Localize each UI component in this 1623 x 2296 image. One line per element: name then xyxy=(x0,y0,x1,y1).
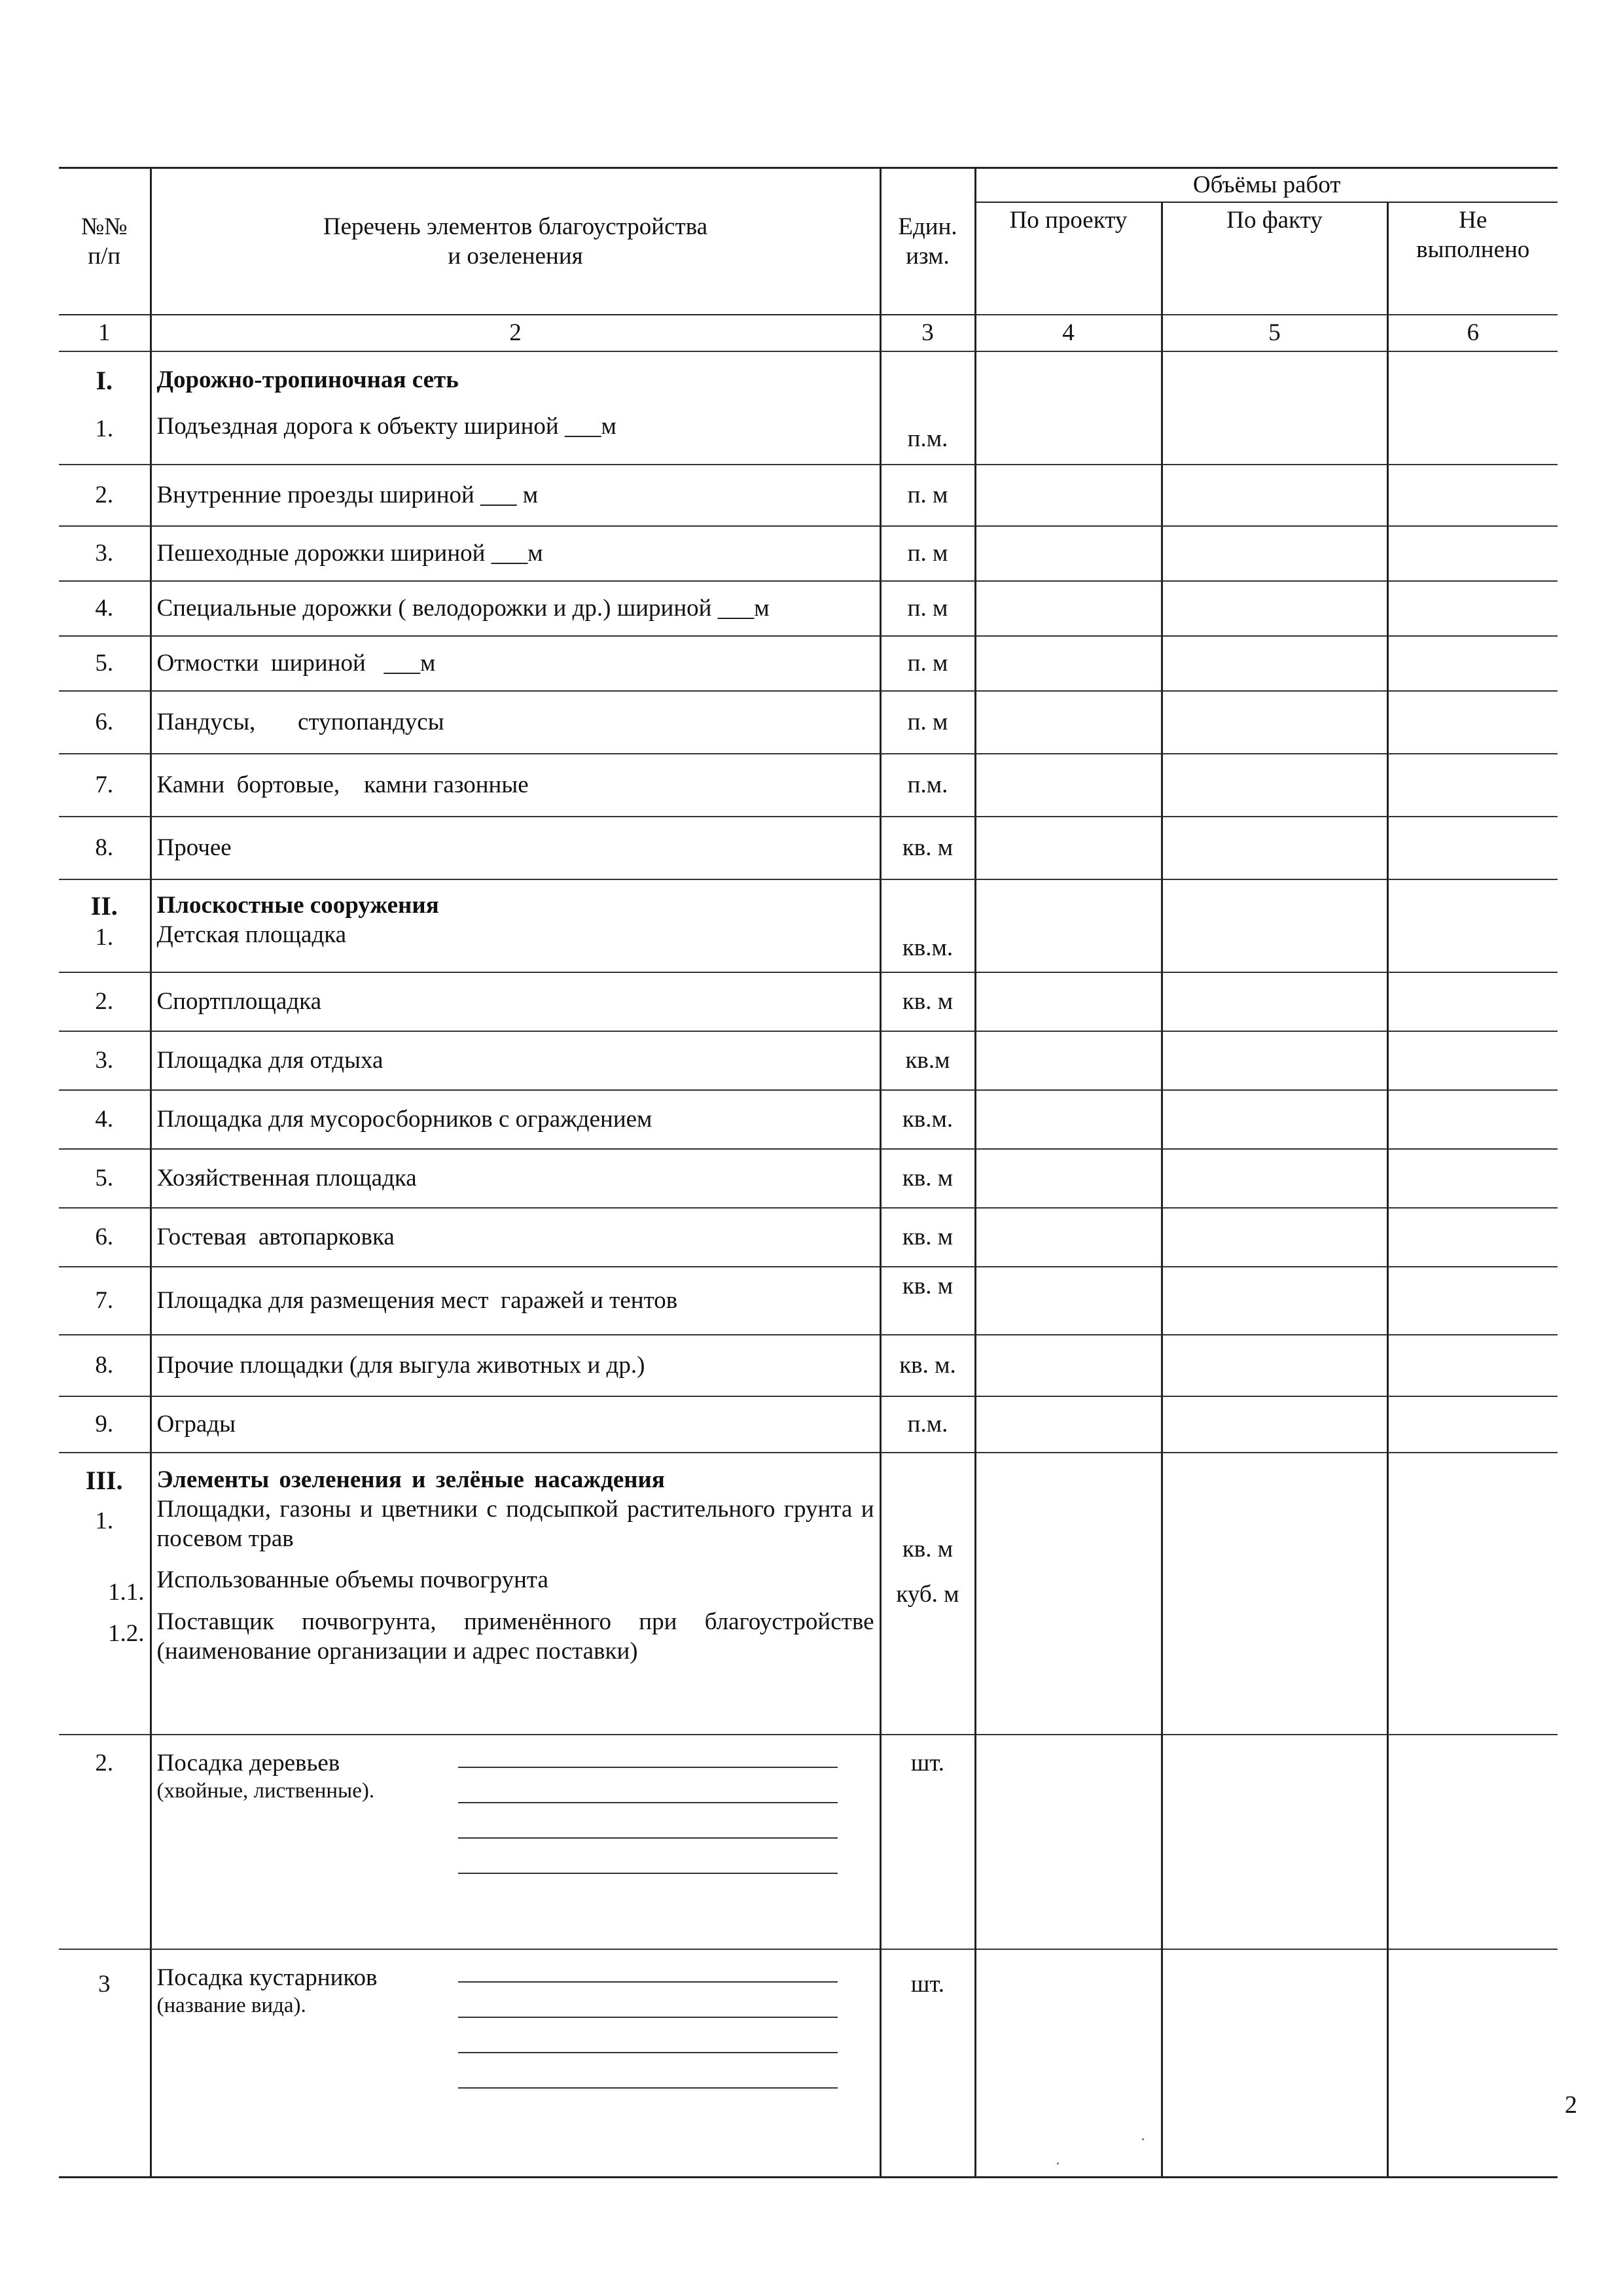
row-unit: шт. xyxy=(880,1735,975,1949)
row-num: 2. xyxy=(59,465,151,526)
cell-by-project xyxy=(975,351,1162,465)
row-name: Отмостки шириной ___м xyxy=(151,636,880,691)
row-note: (название вида). xyxy=(156,1994,306,2018)
row-name: Посадка деревьев xyxy=(156,1750,340,1776)
row-unit: кв.м xyxy=(880,1031,975,1090)
col-number: 5 xyxy=(1162,315,1387,351)
row-name: Прочее xyxy=(151,817,880,879)
table-row xyxy=(59,465,1558,526)
row-num: 4. xyxy=(59,1090,151,1149)
row-name: Подъездная дорога к объекту шириной ___м xyxy=(156,413,616,440)
row-unit: п. м xyxy=(880,691,975,754)
header-by-project: По проекту xyxy=(975,202,1162,315)
row-num: 5. xyxy=(59,636,151,691)
row-unit: кв. м xyxy=(880,1208,975,1267)
table-row xyxy=(59,1335,1558,1396)
section-2-cell-name xyxy=(151,879,880,972)
table-row xyxy=(59,526,1558,581)
scan-artifact xyxy=(1142,2138,1144,2140)
row-num: 3. xyxy=(59,1031,151,1090)
row-name: Площадка для размещения мест гаражей и тентов xyxy=(151,1267,880,1335)
row-unit: п. м xyxy=(880,465,975,526)
section-3-cell-unit xyxy=(880,1453,975,1735)
section-1-cell-name xyxy=(151,351,880,465)
row-num: 4. xyxy=(59,581,151,636)
row-num: 1.1. xyxy=(108,1578,145,1606)
row-unit: п. м xyxy=(880,581,975,636)
section-1-number: I. xyxy=(96,366,113,395)
table-row xyxy=(59,1735,1558,1949)
row-num: 1.2. xyxy=(108,1620,145,1648)
fill-in-lines xyxy=(458,1748,838,1874)
page-number: 2 xyxy=(1565,2091,1577,2119)
row-name: Гостевая автопарковка xyxy=(151,1208,880,1267)
row-num: 8. xyxy=(59,1335,151,1396)
row-name: Пандусы, ступопандусы xyxy=(151,691,880,754)
table-row xyxy=(59,1149,1558,1208)
row-name: Использованные объемы почвогрунта xyxy=(156,1566,548,1594)
section-3-cell-name xyxy=(151,1453,880,1735)
table-row xyxy=(59,1396,1558,1453)
header-not-done: Не выполнено xyxy=(1387,202,1558,315)
table-row xyxy=(59,1949,1558,2178)
row-num: 6. xyxy=(59,691,151,754)
table-row xyxy=(59,754,1558,817)
row-name: Камни бортовые, камни газонные xyxy=(151,754,880,817)
section-1-title: Дорожно-тропиночная сеть xyxy=(156,366,459,393)
row-name: Специальные дорожки ( велодорожки и др.) шириной ___м xyxy=(151,581,880,636)
section-3-number: III. xyxy=(85,1466,123,1495)
row-num: 3 xyxy=(59,1949,151,2178)
scan-artifact xyxy=(1057,2163,1059,2164)
table-row xyxy=(59,1090,1558,1149)
row-unit: куб. м xyxy=(896,1581,959,1608)
row-unit: п.м. xyxy=(880,754,975,817)
row-num: 3. xyxy=(59,526,151,581)
row-name: Ограды xyxy=(151,1396,880,1453)
cell-not-done xyxy=(1387,351,1558,465)
row-unit: п. м xyxy=(880,636,975,691)
cell-by-fact xyxy=(1162,351,1387,465)
row-name: Пешеходные дорожки шириной ___м xyxy=(151,526,880,581)
row-name: Посадка кустарников xyxy=(156,1964,378,1991)
row-unit: шт. xyxy=(880,1949,975,2178)
row-num: 1. xyxy=(95,415,114,442)
section-2-cell-num xyxy=(59,879,151,972)
row-num: 1. xyxy=(95,1507,114,1534)
section-2-number: II. xyxy=(90,891,118,921)
section-3-title: Элементы озеленения и зелёные насаждения xyxy=(156,1466,665,1493)
section-3-row xyxy=(59,1453,1558,1735)
row-name: Внутренние проезды шириной ___ м xyxy=(151,465,880,526)
row-unit: кв. м. xyxy=(880,1335,975,1396)
row-name: Прочие площадки (для выгула животных и др.) xyxy=(151,1335,880,1396)
section-1-cell-num xyxy=(59,351,151,465)
row-name: Площадка для отдыха xyxy=(151,1031,880,1090)
row-unit: кв.м. xyxy=(880,879,975,972)
row-name: Спортплощадка xyxy=(151,972,880,1031)
table-row xyxy=(59,1267,1558,1335)
col-number: 6 xyxy=(1387,315,1558,351)
section-3-cell-num xyxy=(59,1453,151,1735)
table-row xyxy=(59,972,1558,1031)
row-unit: кв.м. xyxy=(880,1090,975,1149)
fill-in-lines xyxy=(458,1963,838,2089)
row-note: (хвойные, лиственные). xyxy=(156,1779,375,1803)
table-row xyxy=(59,636,1558,691)
row-num: 5. xyxy=(59,1149,151,1208)
row-unit: кв. м xyxy=(880,972,975,1031)
col-number: 2 xyxy=(151,315,880,351)
row-name: Хозяйственная площадка xyxy=(151,1149,880,1208)
table-row xyxy=(59,1031,1558,1090)
row-name: Детская площадка xyxy=(156,921,347,949)
landscaping-works-table xyxy=(59,167,1558,2178)
section-2-title: Плоскостные сооружения xyxy=(156,892,439,919)
row-name: Площадка для мусоросборников с ограждением xyxy=(151,1090,880,1149)
header-unit: Един. изм. xyxy=(880,168,975,315)
row-unit: п.м. xyxy=(880,351,975,465)
row-num: 7. xyxy=(59,754,151,817)
row-unit: п. м xyxy=(880,526,975,581)
header-volumes: Объёмы работ xyxy=(975,168,1558,203)
header-by-fact: По факту xyxy=(1162,202,1387,315)
trees-cell xyxy=(151,1735,880,1949)
section-1-row xyxy=(59,351,1558,465)
table-row xyxy=(59,691,1558,754)
table-row xyxy=(59,817,1558,879)
row-unit: кв. м xyxy=(880,817,975,879)
header-elements: Перечень элементов благоустройства и озеленения xyxy=(151,168,880,315)
section-2-row xyxy=(59,879,1558,972)
header-num: №№ п/п xyxy=(59,168,151,315)
row-num: 1. xyxy=(95,923,114,951)
row-num: 7. xyxy=(59,1267,151,1335)
row-unit: кв. м xyxy=(880,1149,975,1208)
row-name: Площадки, газоны и цветники с подсыпкой растительного грунта и посевом трав xyxy=(156,1496,874,1553)
row-unit: кв. м xyxy=(880,1267,975,1335)
shrubs-cell xyxy=(151,1949,880,2178)
row-num: 8. xyxy=(59,817,151,879)
col-number: 1 xyxy=(59,315,151,351)
table-row xyxy=(59,581,1558,636)
row-unit: кв. м xyxy=(902,1536,954,1563)
row-num: 6. xyxy=(59,1208,151,1267)
col-number: 4 xyxy=(975,315,1162,351)
row-num: 9. xyxy=(59,1396,151,1453)
col-number: 3 xyxy=(880,315,975,351)
table-row xyxy=(59,1208,1558,1267)
column-number-row xyxy=(59,315,1558,351)
row-name: Поставщик почвогрунта, применённого при благоустройстве (наименование организации и адрес поставки) xyxy=(156,1608,874,1665)
row-unit: п.м. xyxy=(880,1396,975,1453)
row-num: 2. xyxy=(59,972,151,1031)
row-num: 2. xyxy=(59,1735,151,1949)
